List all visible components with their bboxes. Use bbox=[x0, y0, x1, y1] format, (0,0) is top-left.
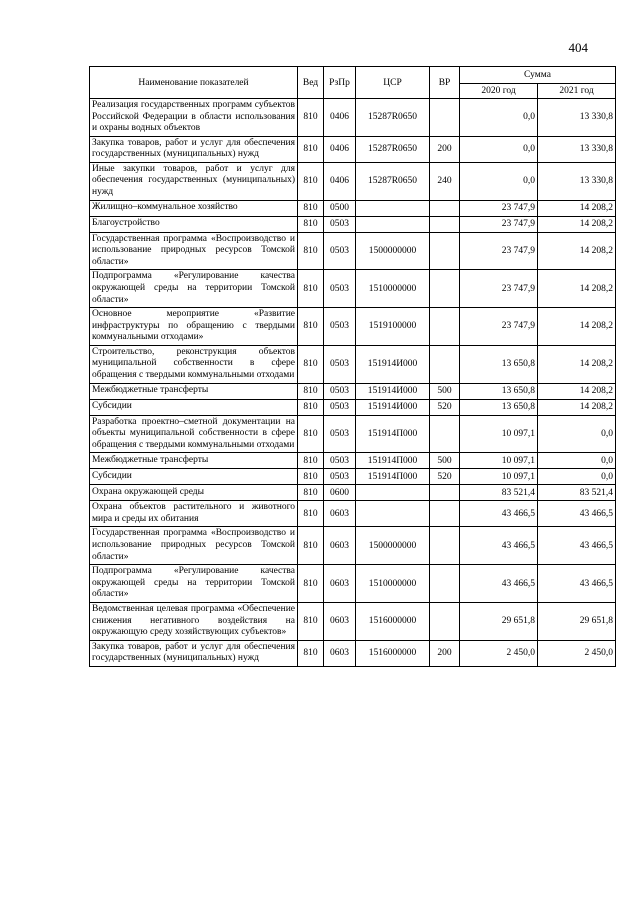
cell-y2021: 13 330,8 bbox=[538, 99, 616, 137]
cell-vr bbox=[430, 527, 460, 565]
cell-y2021: 14 208,2 bbox=[538, 383, 616, 399]
cell-rzpr: 0406 bbox=[324, 162, 356, 200]
cell-ved: 810 bbox=[298, 453, 324, 469]
cell-csr: 1510000000 bbox=[356, 565, 430, 603]
cell-vr bbox=[430, 415, 460, 453]
cell-rzpr: 0603 bbox=[324, 501, 356, 527]
cell-y2020: 0,0 bbox=[460, 136, 538, 162]
cell-csr bbox=[356, 216, 430, 232]
table-row bbox=[90, 415, 616, 453]
cell-vr bbox=[430, 345, 460, 383]
cell-ved: 810 bbox=[298, 527, 324, 565]
cell-ved: 810 bbox=[298, 399, 324, 415]
cell-name: Межбюджетные трансферты bbox=[90, 453, 298, 469]
cell-ved: 810 bbox=[298, 469, 324, 485]
cell-rzpr: 0603 bbox=[324, 602, 356, 640]
cell-name: Строительство, реконструкция объектов муниципальной собственности в сфере обращения с твердыми коммунальными отходами bbox=[90, 345, 298, 383]
cell-y2021: 13 330,8 bbox=[538, 162, 616, 200]
cell-rzpr: 0503 bbox=[324, 415, 356, 453]
budget-table bbox=[89, 66, 616, 667]
cell-ved: 810 bbox=[298, 162, 324, 200]
cell-rzpr: 0406 bbox=[324, 99, 356, 137]
cell-ved: 810 bbox=[298, 501, 324, 527]
header-name: Наименование показателей bbox=[90, 67, 298, 99]
cell-rzpr: 0503 bbox=[324, 216, 356, 232]
cell-csr bbox=[356, 200, 430, 216]
cell-csr: 151914П000 bbox=[356, 415, 430, 453]
cell-rzpr: 0406 bbox=[324, 136, 356, 162]
cell-y2021: 43 466,5 bbox=[538, 501, 616, 527]
cell-y2021: 14 208,2 bbox=[538, 308, 616, 346]
cell-ved: 810 bbox=[298, 200, 324, 216]
cell-rzpr: 0503 bbox=[324, 453, 356, 469]
cell-ved: 810 bbox=[298, 345, 324, 383]
table-row bbox=[90, 232, 616, 270]
header-vr: ВР bbox=[430, 67, 460, 99]
cell-name: Субсидии bbox=[90, 399, 298, 415]
page-number: 404 bbox=[568, 40, 588, 55]
cell-vr: 520 bbox=[430, 469, 460, 485]
cell-csr: 15287R0650 bbox=[356, 136, 430, 162]
cell-y2021: 14 208,2 bbox=[538, 345, 616, 383]
header-sum: Сумма bbox=[460, 67, 616, 84]
cell-csr: 1500000000 bbox=[356, 232, 430, 270]
cell-csr bbox=[356, 485, 430, 501]
cell-y2020: 10 097,1 bbox=[460, 453, 538, 469]
cell-vr: 520 bbox=[430, 399, 460, 415]
cell-y2020: 43 466,5 bbox=[460, 527, 538, 565]
cell-vr bbox=[430, 501, 460, 527]
cell-name: Жилищно–коммунальное хозяйство bbox=[90, 200, 298, 216]
cell-ved: 810 bbox=[298, 415, 324, 453]
cell-y2021: 14 208,2 bbox=[538, 232, 616, 270]
cell-rzpr: 0503 bbox=[324, 232, 356, 270]
cell-vr bbox=[430, 485, 460, 501]
cell-vr bbox=[430, 99, 460, 137]
cell-ved: 810 bbox=[298, 136, 324, 162]
table-row bbox=[90, 501, 616, 527]
cell-vr bbox=[430, 200, 460, 216]
table-row bbox=[90, 308, 616, 346]
cell-y2020: 0,0 bbox=[460, 99, 538, 137]
cell-csr: 15287R0650 bbox=[356, 99, 430, 137]
cell-y2020: 0,0 bbox=[460, 162, 538, 200]
cell-ved: 810 bbox=[298, 383, 324, 399]
cell-ved: 810 bbox=[298, 308, 324, 346]
cell-ved: 810 bbox=[298, 640, 324, 666]
cell-rzpr: 0503 bbox=[324, 469, 356, 485]
header-ved: Вед bbox=[298, 67, 324, 99]
table-row bbox=[90, 565, 616, 603]
cell-vr: 240 bbox=[430, 162, 460, 200]
table-header bbox=[90, 67, 616, 99]
cell-csr: 1516000000 bbox=[356, 602, 430, 640]
cell-vr bbox=[430, 232, 460, 270]
table-row bbox=[90, 640, 616, 666]
cell-rzpr: 0503 bbox=[324, 308, 356, 346]
table-row bbox=[90, 602, 616, 640]
cell-y2021: 14 208,2 bbox=[538, 216, 616, 232]
cell-rzpr: 0503 bbox=[324, 399, 356, 415]
cell-vr bbox=[430, 216, 460, 232]
header-year-2020: 2020 год bbox=[460, 84, 538, 99]
cell-y2020: 23 747,9 bbox=[460, 216, 538, 232]
cell-rzpr: 0503 bbox=[324, 270, 356, 308]
cell-vr bbox=[430, 565, 460, 603]
header-year-2021: 2021 год bbox=[538, 84, 616, 99]
cell-ved: 810 bbox=[298, 99, 324, 137]
cell-name: Охрана объектов растительного и животного мира и среды их обитания bbox=[90, 501, 298, 527]
cell-rzpr: 0500 bbox=[324, 200, 356, 216]
cell-y2021: 14 208,2 bbox=[538, 200, 616, 216]
cell-y2021: 14 208,2 bbox=[538, 270, 616, 308]
cell-name: Ведомственная целевая программа «Обеспечение снижения негативного воздействия на окружающую среду хозяйствующих субъектов» bbox=[90, 602, 298, 640]
cell-csr: 1500000000 bbox=[356, 527, 430, 565]
cell-y2020: 43 466,5 bbox=[460, 501, 538, 527]
cell-y2020: 13 650,8 bbox=[460, 345, 538, 383]
cell-vr bbox=[430, 270, 460, 308]
cell-y2020: 29 651,8 bbox=[460, 602, 538, 640]
cell-name: Подпрограмма «Регулирование качества окружающей среды на территории Томской области» bbox=[90, 565, 298, 603]
table-row bbox=[90, 453, 616, 469]
table-row bbox=[90, 270, 616, 308]
cell-csr: 151914И000 bbox=[356, 399, 430, 415]
cell-y2020: 83 521,4 bbox=[460, 485, 538, 501]
cell-name: Закупка товаров, работ и услуг для обеспечения государственных (муниципальных) нужд bbox=[90, 136, 298, 162]
cell-rzpr: 0603 bbox=[324, 527, 356, 565]
cell-vr: 200 bbox=[430, 640, 460, 666]
cell-ved: 810 bbox=[298, 216, 324, 232]
cell-csr: 151914И000 bbox=[356, 383, 430, 399]
cell-vr bbox=[430, 602, 460, 640]
cell-name: Подпрограмма «Регулирование качества окружающей среды на территории Томской области» bbox=[90, 270, 298, 308]
cell-ved: 810 bbox=[298, 565, 324, 603]
table-row bbox=[90, 162, 616, 200]
cell-name: Иные закупки товаров, работ и услуг для обеспечения государственных (муниципальных) нужд bbox=[90, 162, 298, 200]
cell-y2021: 0,0 bbox=[538, 469, 616, 485]
cell-rzpr: 0603 bbox=[324, 565, 356, 603]
cell-csr: 1519100000 bbox=[356, 308, 430, 346]
cell-y2020: 10 097,1 bbox=[460, 469, 538, 485]
cell-y2020: 13 650,8 bbox=[460, 383, 538, 399]
cell-vr: 500 bbox=[430, 453, 460, 469]
cell-name: Государственная программа «Воспроизводство и использование природных ресурсов Томской области» bbox=[90, 232, 298, 270]
table-row bbox=[90, 469, 616, 485]
cell-y2021: 14 208,2 bbox=[538, 399, 616, 415]
cell-y2021: 2 450,0 bbox=[538, 640, 616, 666]
cell-y2021: 13 330,8 bbox=[538, 136, 616, 162]
cell-name: Благоустройство bbox=[90, 216, 298, 232]
cell-ved: 810 bbox=[298, 485, 324, 501]
cell-y2020: 23 747,9 bbox=[460, 200, 538, 216]
cell-csr: 1510000000 bbox=[356, 270, 430, 308]
cell-y2021: 43 466,5 bbox=[538, 565, 616, 603]
cell-name: Основное мероприятие «Развитие инфраструктуры по обращению с твердыми коммунальными отходами» bbox=[90, 308, 298, 346]
cell-csr bbox=[356, 501, 430, 527]
cell-vr bbox=[430, 308, 460, 346]
table-row bbox=[90, 485, 616, 501]
table-row bbox=[90, 399, 616, 415]
cell-vr: 200 bbox=[430, 136, 460, 162]
cell-y2020: 10 097,1 bbox=[460, 415, 538, 453]
cell-name: Реализация государственных программ субъектов Российской Федерации в области использования и охраны водных объектов bbox=[90, 99, 298, 137]
cell-y2020: 43 466,5 bbox=[460, 565, 538, 603]
table-row bbox=[90, 136, 616, 162]
cell-rzpr: 0600 bbox=[324, 485, 356, 501]
cell-name: Субсидии bbox=[90, 469, 298, 485]
cell-y2021: 83 521,4 bbox=[538, 485, 616, 501]
cell-y2020: 23 747,9 bbox=[460, 232, 538, 270]
cell-ved: 810 bbox=[298, 232, 324, 270]
cell-y2020: 23 747,9 bbox=[460, 270, 538, 308]
cell-y2020: 23 747,9 bbox=[460, 308, 538, 346]
cell-y2020: 2 450,0 bbox=[460, 640, 538, 666]
cell-name: Охрана окружающей среды bbox=[90, 485, 298, 501]
cell-csr: 151914И000 bbox=[356, 345, 430, 383]
table-row bbox=[90, 527, 616, 565]
cell-name: Разработка проектно–сметной документации на объекты муниципальной собственности в сфере обращения с твердыми коммунальными отходами bbox=[90, 415, 298, 453]
table-body bbox=[90, 99, 616, 667]
cell-y2021: 0,0 bbox=[538, 453, 616, 469]
table-row bbox=[90, 216, 616, 232]
cell-csr: 15287R0650 bbox=[356, 162, 430, 200]
cell-ved: 810 bbox=[298, 602, 324, 640]
cell-rzpr: 0503 bbox=[324, 383, 356, 399]
cell-y2021: 43 466,5 bbox=[538, 527, 616, 565]
cell-ved: 810 bbox=[298, 270, 324, 308]
cell-y2020: 13 650,8 bbox=[460, 399, 538, 415]
cell-csr: 1516000000 bbox=[356, 640, 430, 666]
cell-csr: 151914П000 bbox=[356, 469, 430, 485]
table-row bbox=[90, 200, 616, 216]
cell-csr: 151914П000 bbox=[356, 453, 430, 469]
table-row bbox=[90, 383, 616, 399]
header-rzpr: РзПр bbox=[324, 67, 356, 99]
cell-y2021: 0,0 bbox=[538, 415, 616, 453]
cell-name: Межбюджетные трансферты bbox=[90, 383, 298, 399]
table-row bbox=[90, 345, 616, 383]
cell-name: Государственная программа «Воспроизводство и использование природных ресурсов Томской области» bbox=[90, 527, 298, 565]
table-row bbox=[90, 99, 616, 137]
cell-vr: 500 bbox=[430, 383, 460, 399]
cell-rzpr: 0503 bbox=[324, 345, 356, 383]
header-csr: ЦСР bbox=[356, 67, 430, 99]
cell-rzpr: 0603 bbox=[324, 640, 356, 666]
cell-name: Закупка товаров, работ и услуг для обеспечения государственных (муниципальных) нужд bbox=[90, 640, 298, 666]
cell-y2021: 29 651,8 bbox=[538, 602, 616, 640]
